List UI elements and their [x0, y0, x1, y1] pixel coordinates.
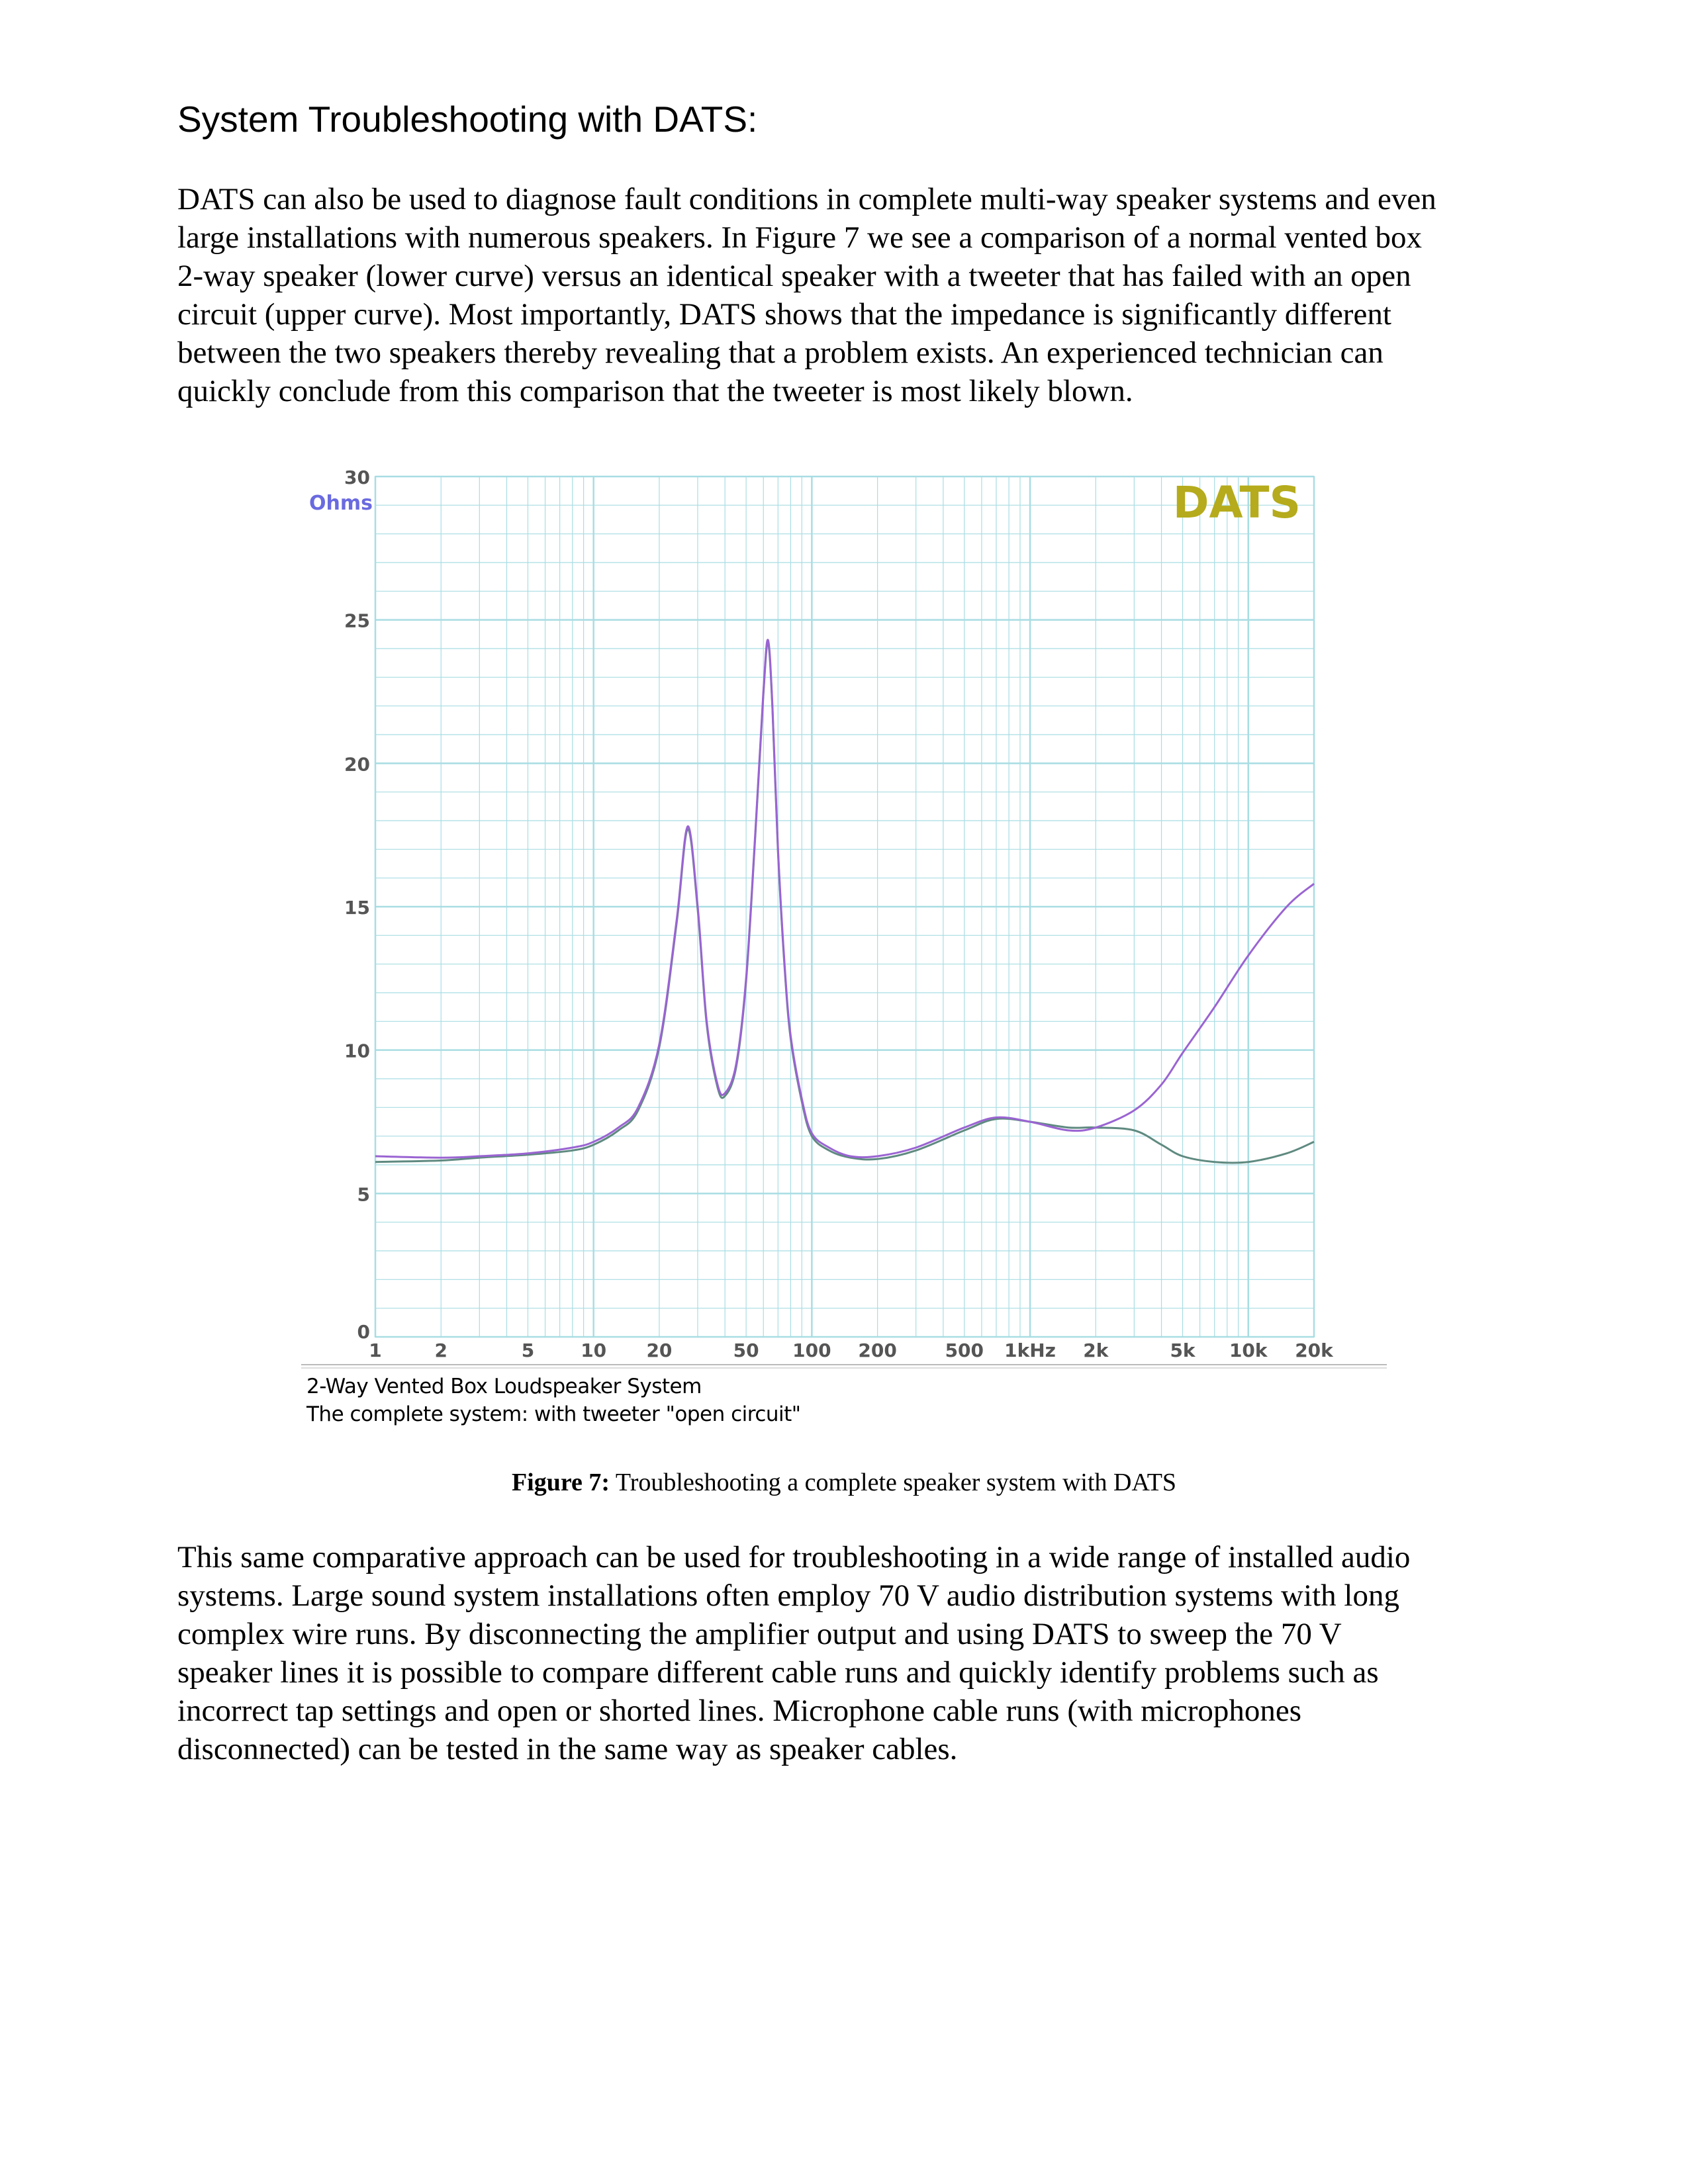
x-tick-label: 2k: [1083, 1340, 1109, 1361]
y-tick-label: 15: [344, 897, 370, 919]
y-tick-label: 5: [357, 1183, 370, 1206]
paragraph-line: 2-way speaker (lower curve) versus an identical speaker with a tweeter that has failed with an open: [177, 259, 1411, 293]
y-tick-label: 10: [344, 1040, 370, 1062]
paragraph-line: incorrect tap settings and open or shorted lines. Microphone cable runs (with microphones: [177, 1694, 1302, 1728]
y-tick-label: 25: [344, 610, 370, 632]
x-tick-label: 20k: [1295, 1340, 1333, 1361]
y-tick-label: 0: [357, 1321, 370, 1343]
paragraph-line: DATS can also be used to diagnose fault conditions in complete multi-way speaker systems and even: [177, 182, 1436, 216]
chart-caption-title: 2-Way Vented Box Loudspeaker System: [306, 1375, 702, 1398]
x-tick-label: 100: [792, 1340, 831, 1361]
paragraph-line: systems. Large sound system installations often employ 70 V audio distribution systems with long: [177, 1578, 1399, 1613]
x-tick-label: 1: [369, 1340, 382, 1361]
impedance-chart: [301, 463, 1400, 1443]
paragraph-line: circuit (upper curve). Most importantly, DATS shows that the impedance is significantly different: [177, 297, 1391, 332]
x-tick-label: 50: [733, 1340, 759, 1361]
intro-paragraph: [177, 180, 1534, 410]
paragraph-line: speaker lines it is possible to compare different cable runs and quickly identify problems such as: [177, 1655, 1379, 1690]
impedance-figure: [301, 463, 1400, 1443]
section-heading: System Troubleshooting with DATS:: [177, 99, 758, 140]
x-tick-label: 10: [581, 1340, 607, 1361]
paragraph-line: quickly conclude from this comparison that the tweeter is most likely blown.: [177, 374, 1133, 408]
paragraph-line: complex wire runs. By disconnecting the amplifier output and using DATS to sweep the 70 V: [177, 1617, 1342, 1651]
x-tick-label: 20: [646, 1340, 673, 1361]
x-tick-label: 500: [945, 1340, 984, 1361]
closing-paragraph: [177, 1538, 1534, 1768]
x-tick-label: 5: [521, 1340, 535, 1361]
chart-grid: [301, 477, 1387, 1368]
chart-caption-subtitle: The complete system: with tweeter "open circuit": [306, 1402, 801, 1426]
x-tick-label: 1kHz: [1004, 1340, 1056, 1361]
dats-logo-text: DATS: [1172, 477, 1301, 528]
figure-caption-text: Troubleshooting a complete speaker system with DATS: [610, 1469, 1177, 1496]
figure-caption: [0, 1468, 1688, 1497]
x-tick-label: 5k: [1170, 1340, 1196, 1361]
paragraph-line: large installations with numerous speakers. In Figure 7 we see a comparison of a normal vented box: [177, 220, 1422, 255]
y-tick-label: 20: [344, 753, 370, 776]
y-axis-label: Ohms: [309, 492, 373, 515]
figure-caption-label: Figure 7:: [511, 1469, 610, 1496]
paragraph-line: between the two speakers thereby revealing that a problem exists. An experienced technician can: [177, 336, 1383, 370]
x-tick-label: 2: [434, 1340, 447, 1361]
x-tick-label: 200: [858, 1340, 897, 1361]
y-tick-label: 30: [344, 467, 370, 488]
paragraph-line: disconnected) can be tested in the same way as speaker cables.: [177, 1732, 958, 1766]
paragraph-line: This same comparative approach can be used for troubleshooting in a wide range of installed audio: [177, 1540, 1411, 1574]
x-tick-label: 10k: [1229, 1340, 1268, 1361]
